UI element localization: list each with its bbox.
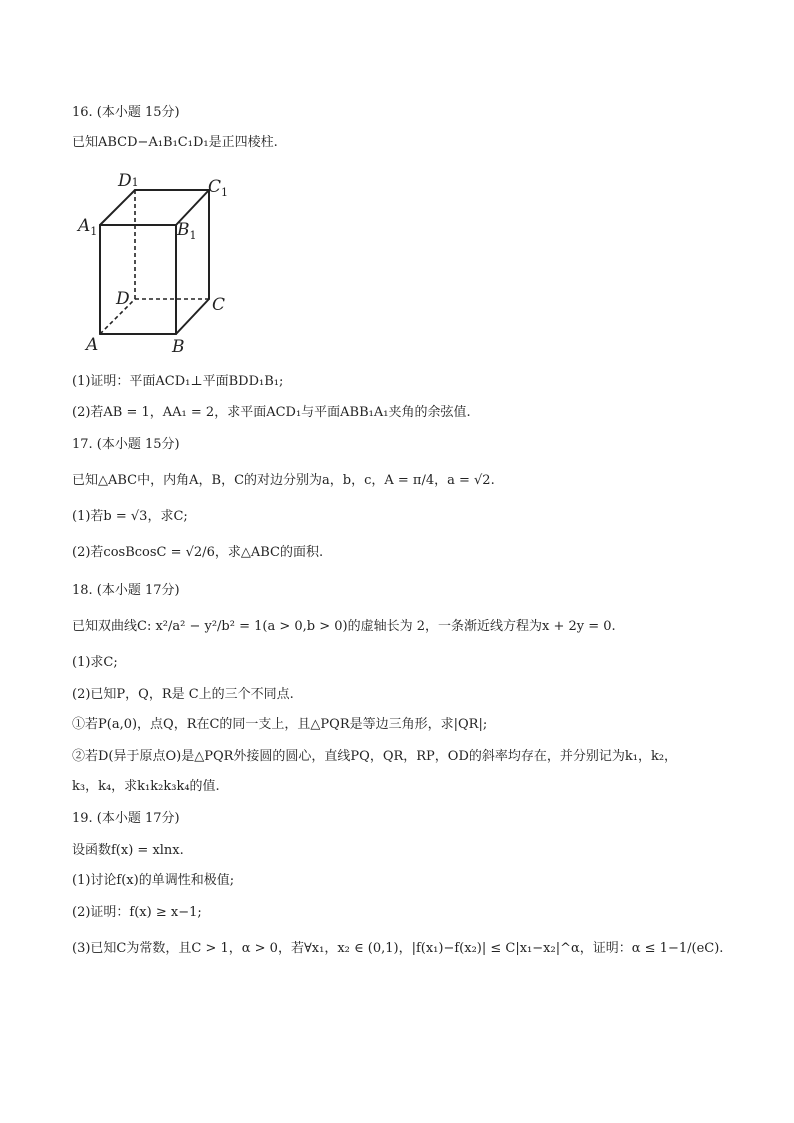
label-B1: $B_1$ (177, 220, 197, 242)
problem-16-q2: (2)若AB = 1，AA₁ = 2，求平面ACD₁与平面ABB₁A₁夹角的余弦值. (72, 405, 471, 420)
label-D1: D1 (118, 171, 139, 191)
label-A1: $A_1$ (78, 216, 98, 238)
problem-17-q1: (1)若b = √3，求C; (72, 509, 188, 524)
problem-18-q2b-line1: ②若D(异于原点O)是△PQR外接圆的圆心，直线PQ，QR，RP，OD的斜率均存在，并分别记为k₁，k₂， (72, 749, 678, 764)
label-D: D (116, 289, 130, 309)
problem-18-q2a: ①若P(a,0)，点Q，R在C的同一支上，且△PQR是等边三角形，求|QR|; (72, 717, 488, 732)
problem-17-q2: (2)若cosBcosC = √2/6，求△ABC的面积. (72, 545, 324, 560)
problem-18-header: 18. (本小题 17分) (72, 583, 180, 598)
problem-16-q1: (1)证明：平面ACD₁⊥平面BDD₁B₁; (72, 374, 284, 389)
problem-18-q1: (1)求C; (72, 655, 118, 670)
label-A: A (86, 335, 99, 355)
problem-19-header: 19. (本小题 17分) (72, 811, 180, 826)
problem-18-stem: 已知双曲线C: x²/a² − y²/b² = 1(a > 0,b > 0)的虚轴长为 2，一条渐近线方程为x + 2y = 0. (72, 619, 616, 634)
problem-19-q1: (1)讨论f(x)的单调性和极值; (72, 873, 235, 888)
problem-17-stem: 已知△ABC中，内角A，B，C的对边分别为a，b，c，A = π/4，a = √2. (72, 473, 495, 488)
label-C1: $C_1$ (208, 177, 229, 199)
label-C: C (212, 295, 226, 315)
problem-16-header: 16. (本小题 15分) (72, 105, 180, 120)
problem-16-stem: 已知ABCD−A₁B₁C₁D₁是正四棱柱. (72, 135, 278, 150)
label-B: B (172, 337, 185, 357)
problem-18-q2b-line2: k₃，k₄，求k₁k₂k₃k₄的值. (72, 779, 220, 794)
prism-figure (72, 168, 232, 358)
problem-18-q2: (2)已知P，Q，R是 C上的三个不同点. (72, 687, 294, 702)
problem-19-q2: (2)证明：f(x) ≥ x−1; (72, 905, 202, 920)
problem-19-q3: (3)已知C为常数，且C > 1，α > 0，若∀x₁，x₂ ∈ (0,1)，|f(x₁)−f(x₂)| ≤ C|x₁−x₂|^α，证明：α ≤ 1−1/(eC). (72, 941, 724, 956)
problem-17-header: 17. (本小题 15分) (72, 437, 180, 452)
problem-19-stem: 设函数f(x) = xlnx. (72, 843, 184, 858)
